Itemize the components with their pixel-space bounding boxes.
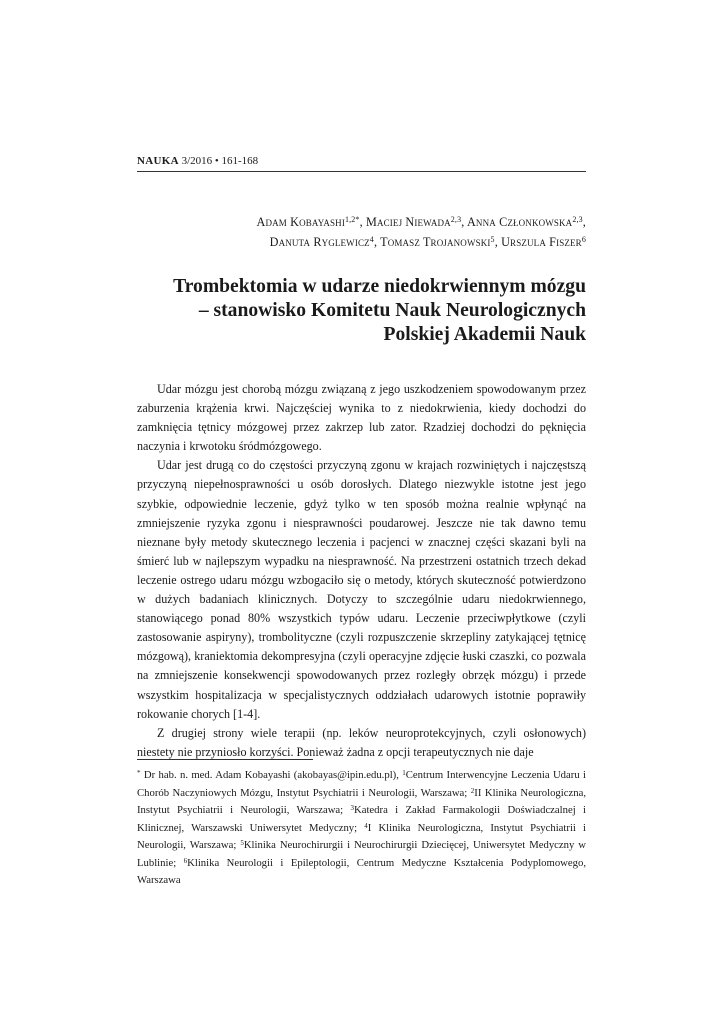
title-line: Polskiej Akademii Nauk: [383, 324, 586, 345]
footnote-lead: Dr hab. n. med. Adam Kobayashi (akobayas@ipin.edu.pl),: [143, 769, 399, 781]
running-header: [137, 154, 586, 168]
issue-number: 3/2016: [181, 155, 213, 167]
author-name: Anna Członkowska: [466, 215, 573, 229]
author-line-1: Adam Kobayashi$^{1,2*}$, Maciej Niewada$^{2,3}$, Anna Członkowska$^{2,3}$,: [256, 215, 586, 229]
author-affiliation: 5: [490, 235, 495, 244]
author-name: Danuta Ryglewicz: [269, 235, 370, 249]
footnote-affiliation: Centrum Interwencyjne Leczenia Udaru i Chorób Naczyniowych Mózgu, Instytut Psychiatrii i Neurologii, Warszawa;: [137, 769, 587, 799]
author-affiliation: 2,3: [450, 215, 462, 224]
article-title: [137, 275, 586, 347]
footnote-affiliation: Klinika Neurologii i Epileptologii, Centrum Medyczne Kształcenia Podyplomowego, Warszawa: [137, 856, 586, 886]
journal-name: NAUKA: [137, 155, 179, 167]
author-footnote: [137, 767, 586, 890]
author-affiliation: 1,2*: [344, 215, 360, 224]
footnote-number: 5: [240, 839, 244, 847]
title-line: – stanowisko Komitetu Nauk Neurologicznych: [198, 300, 586, 321]
header-separator: •: [214, 155, 219, 167]
author-name: Adam Kobayashi: [256, 215, 345, 229]
footnote-affiliation: Katedra i Zakład Farmakologii Doświadczalnej i Klinicznej, Warszawski Uniwersytet Medyczny;: [137, 804, 587, 834]
author-line-2: Danuta Ryglewicz$^4$, Tomasz Trojanowski$^5$, Urszula Fiszer$^6$: [269, 235, 586, 249]
body-paragraph: Udar jest drugą co do częstości przyczyną zgonu w krajach rozwiniętych i najczęstszą przyczyną niepełnosprawności u osób dorosłych. Dlatego niezwykle istotne jest jego szybkie, odpowiednie leczenie, gdyż tylko w ten sposób można realnie wpłynąć na zmniejszenie ryzyka zgonu i niesprawności poudarowej. Jeszcze nie tak dawno temu nieznane były metody skutecznego leczenia i pacjenci w znacznej części skazani byli na śmierć lub w najlepszym wypadku na niesprawność. Na przestrzeni ostatnich trzech dekad leczenie ostrego udaru mózgu wzbogaciło się o metody, których skuteczność potwierdzono w dużych badaniach klinicznych. Dotyczy to szczególnie udaru niedokrwiennego, stanowiącego ponad 80% wszystkich typów udaru. Leczenie przeciwpłytkowe (czyli zastosowanie aspiryny), trombolityczne (czyli rozpuszczenie skrzepliny zatykającej tętnicę mózgową), kraniektomia dekompresyjna (czyli operacyjne zdjęcie łuski czaszki, co pozwala na zmniejszenie konsekwencji spowodowanych przez rozległy obrzęk mózgu) i przede wszystkim hospitalizacja w specjalistycznych oddziałach udarowych istotnie poprawiły rokowanie chorych [1-4].: [137, 458, 586, 721]
body-paragraph: Z drugiej strony wiele terapii (np. leków neuroprotekcyjnych, czyli osłonowych) niestety nie przyniosło korzyści. Ponieważ żadna z opcji terapeutycznych nie daje: [137, 725, 586, 759]
author-name: Urszula Fiszer: [501, 235, 582, 249]
title-line: Trombektomia w udarze niedokrwiennym mózgu: [173, 276, 586, 297]
author-name: Maciej Niewada: [366, 215, 451, 229]
footnote-rule: [137, 759, 313, 760]
footnote-marker: *: [137, 769, 141, 777]
footnote-number: 1: [402, 769, 406, 777]
body-paragraph: Udar mózgu jest chorobą mózgu związaną z jego uszkodzeniem spowodowanym przez zaburzenia krążenia krwi. Najczęściej wynika to z niedokrwienia, kiedy dochodzi do zamknięcia tętnicy mózgowej przez zakrzep lub zator. Rzadziej dochodzi do pęknięcia naczynia i krwotoku śródmózgowego.: [137, 382, 586, 454]
author-name: Tomasz Trojanowski: [380, 235, 491, 249]
footnote-affiliation: Klinika Neurochirurgii i Neurochirurgii Dziecięcej, Uniwersytet Medyczny w Lublinie;: [137, 839, 587, 869]
author-affiliation: 6: [581, 235, 586, 244]
author-list: [137, 212, 586, 252]
footnote-number: 3: [350, 804, 354, 812]
footnote-affiliation: II Klinika Neurologiczna, Instytut Psychiatrii i Neurologii, Warszawa;: [137, 786, 586, 816]
footnote-affiliation: I Klinika Neurologiczna, Instytut Psychiatrii i Neurologii, Warszawa;: [137, 821, 586, 851]
footnote-number: 6: [183, 856, 188, 865]
header-rule: [137, 171, 586, 172]
footnote-number: 2: [470, 786, 475, 795]
article-body: [137, 380, 586, 762]
page-range: 161-168: [221, 155, 259, 167]
author-affiliation: 4: [369, 235, 374, 244]
author-affiliation: 2,3: [572, 215, 583, 224]
footnote-number: 4: [364, 821, 368, 830]
